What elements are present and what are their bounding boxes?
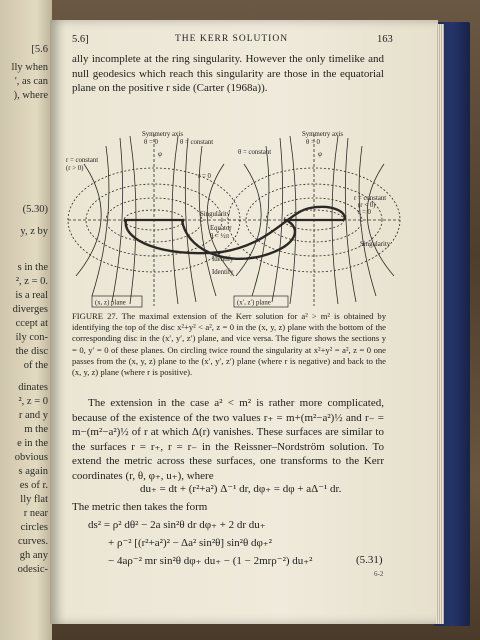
left-page-fragment: ), where <box>13 90 48 101</box>
kerr-diagram <box>62 116 402 312</box>
equation-kerr-coordinates: du₊ = dt + (r²+a²) Δ⁻¹ dr, dφ₊ = dφ + aΔ⁻¹ dr. <box>140 483 342 495</box>
left-page-fragment: dinates <box>18 382 48 393</box>
left-page-fragment: ², z = 0 <box>18 396 48 407</box>
left-page-fragment: circles <box>20 522 48 533</box>
equation-number: (5.31) <box>356 554 383 566</box>
metric-line-2: + ρ⁻² [(r²+a²)² − Δa² sin²θ] sin²θ dφ₊² <box>108 537 272 549</box>
left-page-fragment: the disc <box>15 346 48 357</box>
label-equator: Equator <box>210 225 232 232</box>
left-page-fragment: lly when <box>11 62 48 73</box>
metric-line-3: − 4aρ⁻² mr sin²θ dφ₊ du₊ − (1 − 2mrρ⁻²) du₊² <box>108 555 313 567</box>
left-page-fragment: ', as can <box>14 76 48 87</box>
body-paragraph: The extension in the case a² < m² is rather more complicated, because of the existence of the two values r₊ = m+(m²−a²)½ and r₋ = m−(m²−a²)½ of r at which Δ(r) vanishes. These surfaces are similar to the surfaces r = r₊, r = r₋ in the Reissner–Nordström solution. To extend the metric across these surfaces, one transforms to the Kerr coordinates (r, θ, φ₊, u₊), where <box>72 397 384 482</box>
metric-line-1: ds² = ρ² dθ² − 2a sin²θ dr dφ₊ + 2 dr du₊ <box>88 519 266 531</box>
left-page-fragment: is a real <box>15 290 48 301</box>
label-symmetry-axis-left: Symmetry axis <box>142 131 183 138</box>
left-page-fragment: s in the <box>17 262 48 273</box>
label-phi-left: φ <box>158 151 162 158</box>
section-number: 5.6] <box>72 34 89 45</box>
label-r0-left: r = 0 <box>198 173 211 180</box>
label-theta0-right: θ = 0 <box>306 139 320 146</box>
label-phi-right: φ <box>318 151 322 158</box>
left-page-fragment: e in the <box>17 438 48 449</box>
label-theta-half-pi: θ = ½π <box>210 233 230 240</box>
label-singularity-right: Singularity <box>360 241 391 248</box>
signature-mark: 6-2 <box>374 570 384 578</box>
label-identify-2: Identify <box>212 269 234 276</box>
left-page-fragment: (5.30) <box>22 204 48 215</box>
left-page-fragment: ², z = 0. <box>15 276 48 287</box>
label-theta-const-left: θ = constant <box>180 139 214 146</box>
left-page-fragment: r and y <box>18 410 48 421</box>
label-theta0-left: θ = 0 <box>144 139 158 146</box>
figure-caption: FIGURE 27. The maximal extension of the Kerr solution for a² > m² is obtained by identifying the top of the disc x²+y² < a², z = 0 in the (x, y, z) plane with the bottom of the corresponding disc in the (x′, y′, z′) plane, and vice versa. The figure shows the sections y = 0, y′ = 0 of these planes. On circling twice round the singularity at x²+y² = a², z = 0 one passes from the (x, y, z) plane to the (x′, y′, z′) plane (where r is negative) and back to the (x, y, z) plane (where r is positive). <box>72 311 386 378</box>
left-page-fragment: es of r. <box>19 480 48 491</box>
label-singularity-left: Singularity <box>200 211 231 218</box>
label-r-const-left: r = constant <box>66 157 99 164</box>
left-page-fragment: lly flat <box>20 494 48 505</box>
left-page-fragment: diverges <box>12 304 48 315</box>
left-page-fragment: [5.6 <box>31 44 48 55</box>
label-theta-const-right: θ = constant <box>238 149 272 156</box>
top-paragraph: ally incomplete at the ring singularity. However the only timelike and null geodesics which reach this singularity are those in the equatorial plane on the positive r side (Carter (1968a)). <box>72 53 384 94</box>
label-symmetry-axis-right: Symmetry axis <box>302 131 343 138</box>
label-plane-left: (x, z) plane <box>95 299 126 307</box>
left-page <box>0 0 52 640</box>
left-page-fragment: gh any <box>19 550 48 561</box>
running-title: THE KERR SOLUTION <box>175 34 289 44</box>
left-page-fragment: m the <box>24 424 48 435</box>
figure-27 <box>62 116 402 312</box>
metric-intro: The metric then takes the form <box>72 501 208 513</box>
left-page-fragment: obvious <box>14 452 48 463</box>
label-r0-right: r = 0 <box>358 209 371 216</box>
left-page-fragment: curves. <box>17 536 48 547</box>
left-page-fragment: r near <box>23 508 48 519</box>
left-page-fragment: of the <box>23 360 48 371</box>
left-page-fragment: ily con- <box>15 332 48 343</box>
label-r-pos: (r > 0) <box>66 165 84 172</box>
left-page-fragment: s again <box>18 466 48 477</box>
label-identify-1: Identify <box>212 256 234 263</box>
page-edges <box>436 24 444 624</box>
left-page-fragment: odesic- <box>17 564 48 575</box>
page-number: 163 <box>377 34 393 45</box>
label-r-const-right: r = constant <box>354 195 387 202</box>
left-page-fragment: y, z by <box>20 226 48 237</box>
label-r-neg: (r < 0) <box>358 202 376 209</box>
left-page-fragment: ccept at <box>15 318 48 329</box>
plane-box-right <box>234 296 288 307</box>
plane-box-left <box>92 296 142 307</box>
label-plane-right: (x′, z′) plane <box>237 299 271 307</box>
